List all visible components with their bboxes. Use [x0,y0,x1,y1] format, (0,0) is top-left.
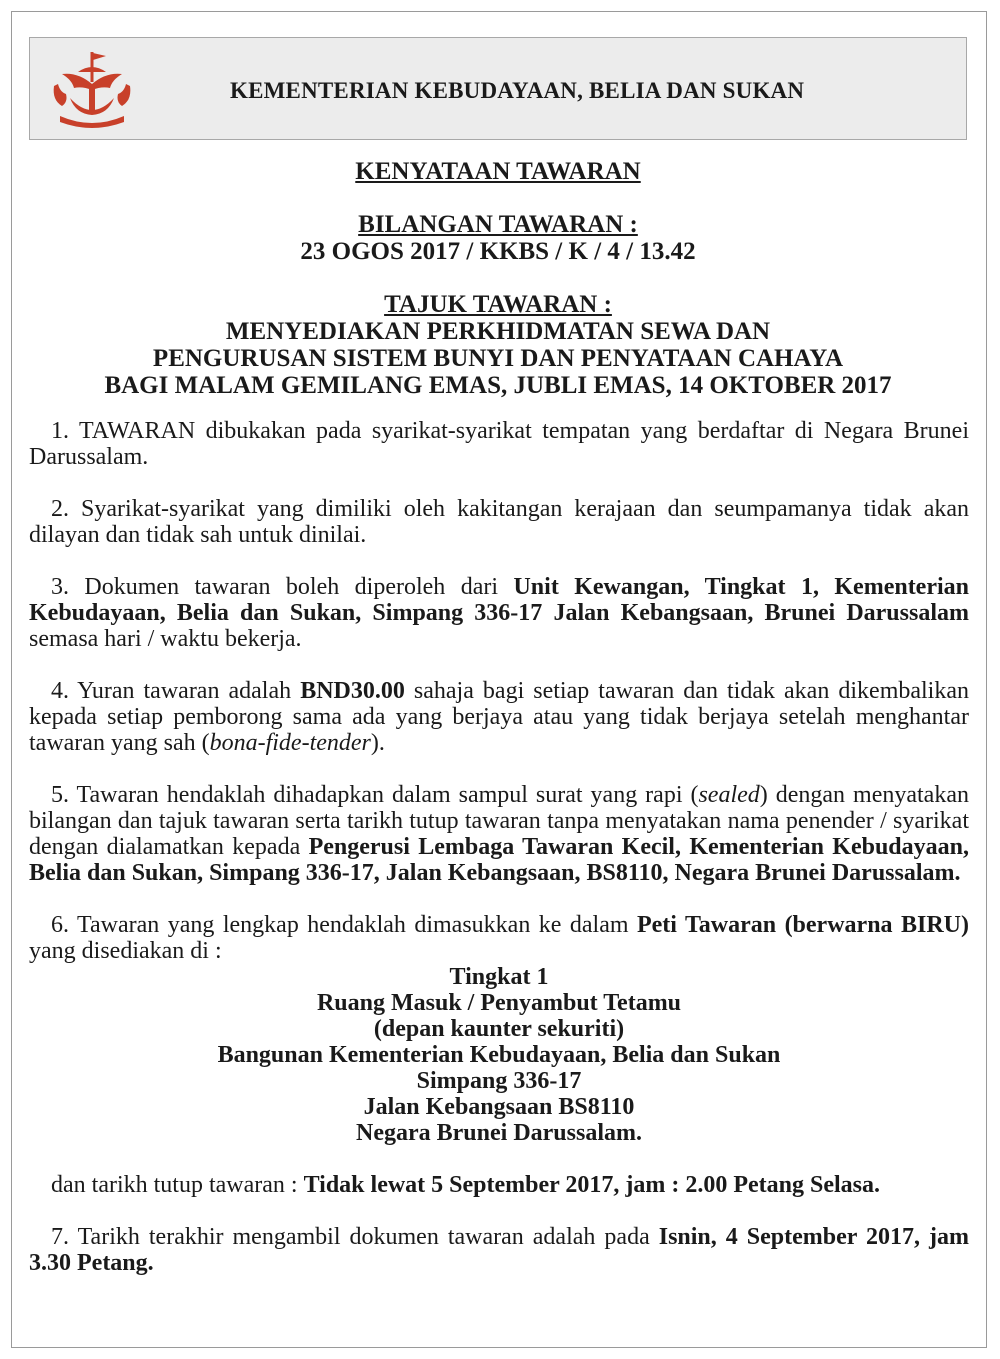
paragraph-1: 1. TAWARAN dibukakan pada syarikat-syarikat tempatan yang berdaftar di Negara Brunei Darussalam. [29,418,969,470]
tender-fee: BND30.00 [300,678,405,704]
notice-title: KENYATAAN TAWARAN [355,158,641,185]
closing-date-value: Tidak lewat 5 September 2017, jam : 2.00 Petang Selasa. [303,1172,881,1198]
letterhead [29,37,967,140]
address-line: Negara Brunei Darussalam. [356,1120,642,1146]
ministry-name: KEMENTERIAN KEBUDAYAAN, BELIA DAN SUKAN [230,78,805,103]
tender-number-value: 23 OGOS 2017 / KKBS / K / 4 / 13.42 [300,238,696,265]
addressee: Pengerusi Lembaga Tawaran Kecil, Kementerian Kebudayaan, Belia dan Sukan, Simpang 336-17, Jalan Kebangsaan, BS8110, Negara Brunei Darussalam. [29,834,969,886]
address-line: Simpang 336-17 [416,1068,582,1094]
tender-subject-label: TAJUK TAWARAN : [384,291,612,318]
paragraph-7: 7. Tarikh terakhir mengambil dokumen tawaran adalah pada Isnin, 4 September 2017, jam 3.30 Petang. [29,1224,969,1276]
last-pickup-date: Isnin, 4 September 2017, jam 3.30 Petang. [29,1224,969,1276]
paragraph-5: 5. Tawaran hendaklah dihadapkan dalam sampul surat yang rapi (sealed) dengan menyatakan bilangan dan tajuk tawaran serta tarikh tutup tawaran tanpa menyatakan nama penender / syarikat dengan dialamatkan kepada Pengerusi Lembaga Tawaran Kecil, Kementerian Kebudayaan, Belia dan Sukan, Simpang 336-17, Jalan Kebangsaan, BS8110, Negara Brunei Darussalam. [29,782,969,886]
tender-subject-line: MENYEDIAKAN PERKHIDMATAN SEWA DAN [225,318,771,345]
address-line: Bangunan Kementerian Kebudayaan, Belia dan Sukan [217,1042,781,1068]
notice-headings [29,158,967,399]
paragraph-3: 3. Dokumen tawaran boleh diperoleh dari Unit Kewangan, Tingkat 1, Kementerian Kebudayaan, Belia dan Sukan, Simpang 336-17 Jalan Kebangsaan, Brunei Darussalam semasa hari / waktu bekerja. [29,574,970,652]
paragraph-4: 4. Yuran tawaran adalah BND30.00 sahaja bagi setiap tawaran dan tidak akan dikembalikan kepada setiap pemborong sama ada yang berjaya atau yang tidak berjaya setelah menghantar tawaran yang sah (bona-fide-tender). [29,678,970,756]
address-line: (depan kaunter sekuriti) [373,1016,625,1042]
paragraph-6: 6. Tawaran yang lengkap hendaklah dimasukkan ke dalam Peti Tawaran (berwarna BIRU) yang disediakan di : [29,912,969,964]
document-pickup-location: Unit Kewangan, Tingkat 1, Kementerian Kebudayaan, Belia dan Sukan, Simpang 336-17 Jalan Kebangsaan, Brunei Darussalam [29,574,970,626]
closing-date: dan tarikh tutup tawaran : Tidak lewat 5 September 2017, jam : 2.00 Petang Selasa. [51,1172,881,1198]
address-line: Jalan Kebangsaan BS8110 [363,1094,635,1120]
address-line: Tingkat 1 [449,964,549,990]
tender-number-label: BILANGAN TAWARAN : [358,211,638,238]
tender-box-address [29,964,969,1146]
brunei-crest-icon [48,50,136,130]
address-line: Ruang Masuk / Penyambut Tetamu [316,990,682,1016]
tender-box: Peti Tawaran (berwarna BIRU) [636,912,969,938]
tender-subject-line: BAGI MALAM GEMILANG EMAS, JUBLI EMAS, 14 OKTOBER 2017 [104,372,892,399]
paragraph-2: 2. Syarikat-syarikat yang dimiliki oleh kakitangan kerajaan dan seumpamanya tidak akan dilayan dan tidak sah untuk dinilai. [29,496,969,548]
tender-subject-line: PENGURUSAN SISTEM BUNYI DAN PENYATAAN CAHAYA [152,345,844,372]
notice-body [29,418,969,1276]
